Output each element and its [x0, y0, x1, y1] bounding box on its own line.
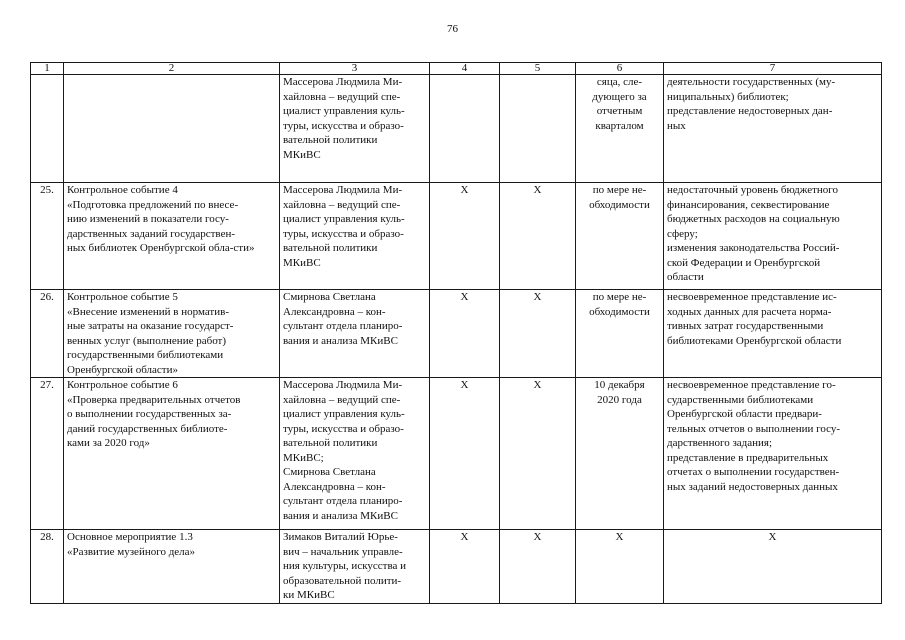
cell-line: ками за 2020 год»: [67, 437, 150, 449]
cell-line: дующего за: [592, 90, 647, 103]
cell-line: вательной политики: [283, 437, 378, 449]
cell-line: Х: [768, 531, 777, 543]
event-name-cell: [64, 183, 280, 290]
cell-line: ных: [667, 119, 686, 132]
cell-line: дарственного задания;: [667, 437, 773, 449]
cell-line: ные затраты на оказание государст-: [67, 320, 234, 332]
risks-cell: [664, 378, 882, 530]
cell-line: тивных затрат государственными: [667, 320, 824, 332]
responsible-cell: [280, 290, 430, 378]
column-number-row: [31, 63, 882, 75]
table-row: [31, 183, 882, 290]
column-4-cell: Х: [430, 378, 500, 530]
cell-line: Основное мероприятие 1.3: [67, 531, 193, 543]
cell-line: деятельности государственных (му-: [667, 76, 836, 88]
row-number-cell: [31, 75, 64, 183]
cell-line: Х: [615, 531, 624, 543]
page-number: 76: [447, 23, 458, 35]
column-5-cell: Х: [500, 530, 576, 604]
cell-line: Зимаков Виталий Юрье-: [283, 531, 398, 543]
cell-line: недостаточный уровень бюджетного: [667, 184, 839, 196]
cell-line: Контрольное событие 4: [67, 184, 178, 196]
responsible-cell: [280, 530, 430, 604]
column-4-cell: [430, 75, 500, 183]
table-body: [31, 75, 882, 604]
cell-line: государственными библиотеками: [67, 349, 224, 361]
cell-line: 2020 года: [597, 393, 642, 406]
column-number: 3: [280, 63, 430, 75]
cell-line: венных услуг (выполнение работ): [67, 334, 227, 347]
cell-line: тельных отчетов о выполнении госу-: [667, 422, 841, 435]
cell-line: Массерова Людмила Ми-: [283, 379, 403, 391]
cell-line: МКиВС: [283, 148, 321, 161]
row-number-cell: 28.: [31, 530, 64, 604]
cell-line: несвоевременное представление ис-: [667, 291, 837, 303]
cell-line: Массерова Людмила Ми-: [283, 76, 403, 88]
cell-line: 10 декабря: [594, 379, 645, 391]
column-number: 1: [31, 63, 64, 75]
risks-cell: [664, 530, 882, 604]
cell-line: «Развитие музейного дела»: [67, 545, 196, 558]
cell-line: финансирования, секвестирование: [667, 198, 830, 211]
cell-line: нию изменений в показатели госу-: [67, 213, 229, 225]
cell-line: циалист управления куль-: [283, 408, 405, 420]
column-number: 6: [576, 63, 664, 75]
cell-line: Оренбургской области предвари-: [667, 408, 822, 420]
cell-line: несвоевременное представление го-: [667, 379, 836, 391]
column-number: 7: [664, 63, 882, 75]
cell-line: сультант отдела планиро-: [283, 495, 403, 507]
risks-cell: [664, 75, 882, 183]
cell-line: отчетах о выполнении государствен-: [667, 466, 840, 478]
row-number-cell: 27.: [31, 378, 64, 530]
column-5-cell: Х: [500, 378, 576, 530]
cell-line: Контрольное событие 6: [67, 379, 178, 391]
deadline-cell: [576, 530, 664, 604]
cell-line: Александровна – кон-: [283, 480, 386, 493]
cell-line: сяца, сле-: [596, 76, 643, 88]
cell-line: представление недостоверных дан-: [667, 105, 833, 117]
column-number: 5: [500, 63, 576, 75]
event-name-cell: [64, 75, 280, 183]
cell-line: ных заданий недостоверных данных: [667, 480, 838, 493]
cell-line: ходных данных для расчета норма-: [667, 305, 832, 318]
cell-line: библиотеками Оренбургской области: [667, 334, 842, 347]
column-5-cell: [500, 75, 576, 183]
responsible-cell: [280, 378, 430, 530]
table-row: [31, 530, 882, 604]
cell-line: вич – начальник управле-: [283, 545, 403, 558]
cell-line: МКиВС: [283, 256, 321, 269]
cell-line: ниципальных) библиотек;: [667, 90, 789, 103]
risks-cell: [664, 183, 882, 290]
plan-table: [30, 62, 882, 604]
cell-line: бюджетных расходов на социальную: [667, 213, 840, 225]
cell-line: обходимости: [589, 198, 650, 211]
column-4-cell: Х: [430, 290, 500, 378]
cell-line: по мере не-: [592, 184, 647, 196]
column-4-cell: Х: [430, 183, 500, 290]
column-number: 2: [64, 63, 280, 75]
table-row: [31, 75, 882, 183]
event-name-cell: [64, 290, 280, 378]
cell-line: по мере не-: [592, 291, 647, 303]
cell-line: «Проверка предварительных отчетов: [67, 393, 241, 406]
column-5-cell: Х: [500, 290, 576, 378]
cell-line: «Внесение изменений в норматив-: [67, 305, 229, 318]
cell-line: сударственными библиотеками: [667, 393, 814, 406]
cell-line: вания и анализа МКиВС: [283, 334, 398, 347]
cell-line: ных библиотек Оренбургской обла-сти»: [67, 242, 255, 254]
cell-line: представление в предварительных: [667, 451, 829, 464]
cell-line: Смирнова Светлана: [283, 291, 376, 303]
cell-line: туры, искусства и образо-: [283, 119, 404, 132]
cell-line: о выполнении государственных за-: [67, 408, 232, 420]
cell-line: сферу;: [667, 227, 698, 240]
cell-line: вательной политики: [283, 242, 378, 254]
cell-line: вательной политики: [283, 134, 378, 146]
cell-line: ния культуры, искусства и: [283, 560, 407, 572]
event-name-cell: [64, 530, 280, 604]
row-number-cell: 26.: [31, 290, 64, 378]
deadline-cell: [576, 378, 664, 530]
table-row: [31, 290, 882, 378]
cell-line: сультант отдела планиро-: [283, 320, 403, 332]
cell-line: хайловна – ведущий спе-: [283, 198, 401, 211]
cell-line: Оренбургской области»: [67, 363, 178, 376]
risks-cell: [664, 290, 882, 378]
event-name-cell: [64, 378, 280, 530]
cell-line: кварталом: [595, 119, 644, 132]
cell-line: ки МКиВС: [283, 589, 335, 601]
cell-line: циалист управления куль-: [283, 213, 405, 225]
cell-line: отчетным: [596, 105, 643, 117]
cell-line: туры, искусства и образо-: [283, 227, 404, 240]
cell-line: обходимости: [589, 305, 650, 318]
cell-line: образовательной полити-: [283, 574, 402, 587]
cell-line: области: [667, 271, 704, 283]
cell-line: изменения законодательства Россий-: [667, 242, 840, 254]
deadline-cell: [576, 290, 664, 378]
deadline-cell: [576, 75, 664, 183]
cell-line: Массерова Людмила Ми-: [283, 184, 403, 196]
responsible-cell: [280, 75, 430, 183]
cell-line: Александровна – кон-: [283, 305, 386, 318]
column-number: 4: [430, 63, 500, 75]
cell-line: ской Федерации и Оренбургской: [667, 256, 821, 269]
cell-line: туры, искусства и образо-: [283, 422, 404, 435]
row-number-cell: 25.: [31, 183, 64, 290]
cell-line: МКиВС;: [283, 451, 324, 464]
cell-line: вания и анализа МКиВС: [283, 509, 398, 522]
cell-line: Контрольное событие 5: [67, 291, 178, 303]
cell-line: «Подготовка предложений по внесе-: [67, 198, 239, 211]
column-4-cell: Х: [430, 530, 500, 604]
cell-line: Смирнова Светлана: [283, 466, 376, 478]
deadline-cell: [576, 183, 664, 290]
cell-line: даний государственных библиоте-: [67, 422, 228, 435]
responsible-cell: [280, 183, 430, 290]
cell-line: хайловна – ведущий спе-: [283, 90, 401, 103]
table-row: [31, 378, 882, 530]
cell-line: циалист управления куль-: [283, 105, 405, 117]
cell-line: дарственных заданий государствен-: [67, 227, 235, 240]
cell-line: хайловна – ведущий спе-: [283, 393, 401, 406]
column-5-cell: Х: [500, 183, 576, 290]
